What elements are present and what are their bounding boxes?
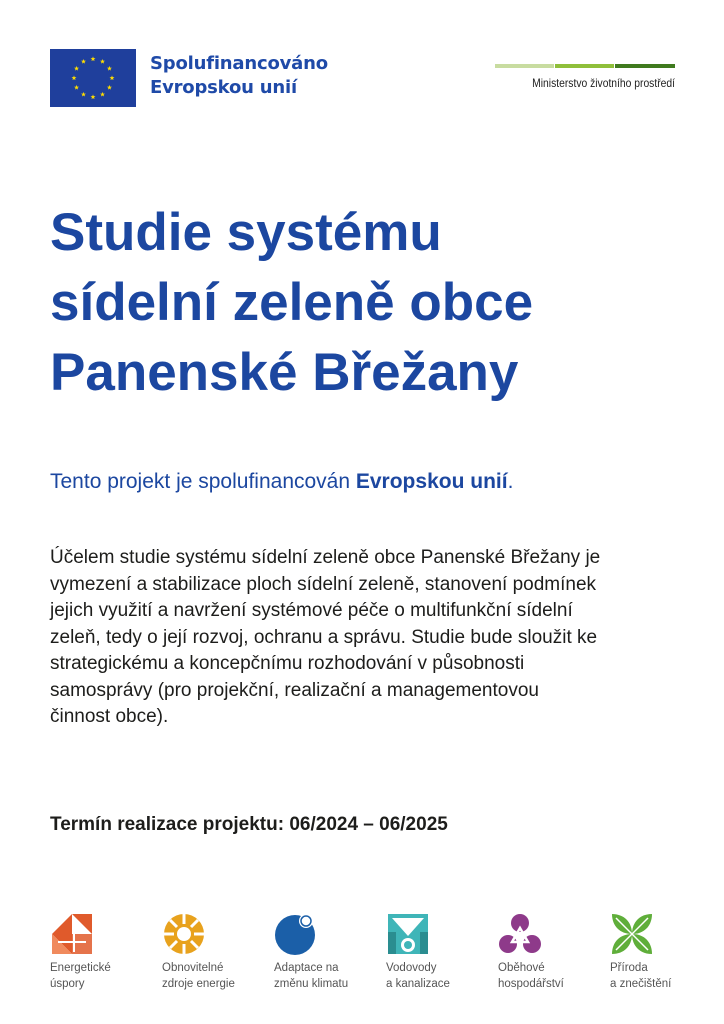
description-line: jejich využití a navržení systémové péče o multifunkční sídelní [50,600,573,621]
icon-label-line2: úspory [50,977,85,990]
icon-label-line1: Vodovody [386,962,437,974]
eu-star-icon [107,85,112,90]
icon-item-nature [610,912,720,992]
icon-item-climate [274,912,384,992]
eu-star-icon [74,85,79,90]
subtitle-bold: Evropskou unií [355,470,508,493]
eu-text-line1: Spolufinancováno [150,53,328,74]
renewable-energy-icon [162,912,206,956]
eu-cofinancing-label [150,52,328,100]
eu-stars-icon [50,49,136,107]
eu-star-icon [81,59,86,64]
project-term: Termín realizace projektu: 06/2024 – 06/2025 [50,814,448,835]
eu-star-icon [100,59,105,64]
description-line: Účelem studie systému sídelní zeleně obce Panenské Břežany je [50,547,601,568]
eu-star-icon [100,92,105,97]
cofinancing-statement [50,470,513,494]
icon-label-line2: změnu klimatu [274,977,349,990]
description-line: vymezení a stabilizace ploch sídelní zeleně, stanovení podmínek [50,573,597,595]
ministry-bar-mid [555,64,614,68]
description-line: strategickému a koncepčnímu rozhodování v působnosti [50,653,525,674]
climate-adaptation-icon [274,912,318,956]
eu-star-icon [107,66,112,71]
description-line: zeleň, tedy o její rozvoj, ochranu a správu. Studie bude sloužit ke [50,626,598,648]
icon-label-line1: Energetické [50,962,111,974]
title-line-2: sídelní zeleně obce [50,273,534,332]
ministry-color-bars [495,64,675,68]
icon-label-line1: Obnovitelné [162,962,224,974]
icon-label-line2: a znečištění [610,977,672,990]
ministry-name: Ministerstvo životního prostředí [532,76,675,90]
ministry-bar-light [495,64,554,68]
icon-label-line1: Příroda [610,962,648,974]
icon-label-line1: Oběhové [498,962,545,974]
ministry-logo [495,64,675,90]
eu-star-icon [110,75,115,80]
eu-flag-icon [50,49,136,107]
title-line-3: Panenské Břežany [50,343,519,402]
icon-label-line2: zdroje energie [162,977,235,990]
eu-star-icon [91,94,96,99]
description-line: samosprávy (pro projekční, realizační a managementovou [50,679,539,701]
eu-star-icon [72,75,77,80]
eu-star-icon [81,92,86,97]
project-description [50,545,690,731]
water-sewage-icon [386,912,430,956]
page-title [50,198,690,408]
icon-item-renewable [162,912,272,992]
circular-economy-icon [498,912,542,956]
subtitle-prefix: Tento projekt je spolufinancován [50,470,356,493]
icon-label-line1: Adaptace na [274,962,339,974]
icon-label-line2: hospodářství [498,977,564,990]
title-line-1: Studie systému [50,203,442,262]
description-line: činnost obce). [50,706,169,727]
energy-savings-icon [50,912,94,956]
program-icons-row [50,912,710,1002]
ministry-bar-dark [615,64,675,68]
eu-text-line2: Evropskou unií [150,77,297,98]
icon-item-water [386,912,496,992]
icon-item-circular [498,912,608,992]
icon-item-energy [50,912,160,992]
eu-star-icon [91,56,96,61]
nature-pollution-icon [610,912,654,956]
subtitle-suffix: . [507,470,514,493]
icon-label-line2: a kanalizace [386,977,450,990]
eu-star-icon [74,66,79,71]
